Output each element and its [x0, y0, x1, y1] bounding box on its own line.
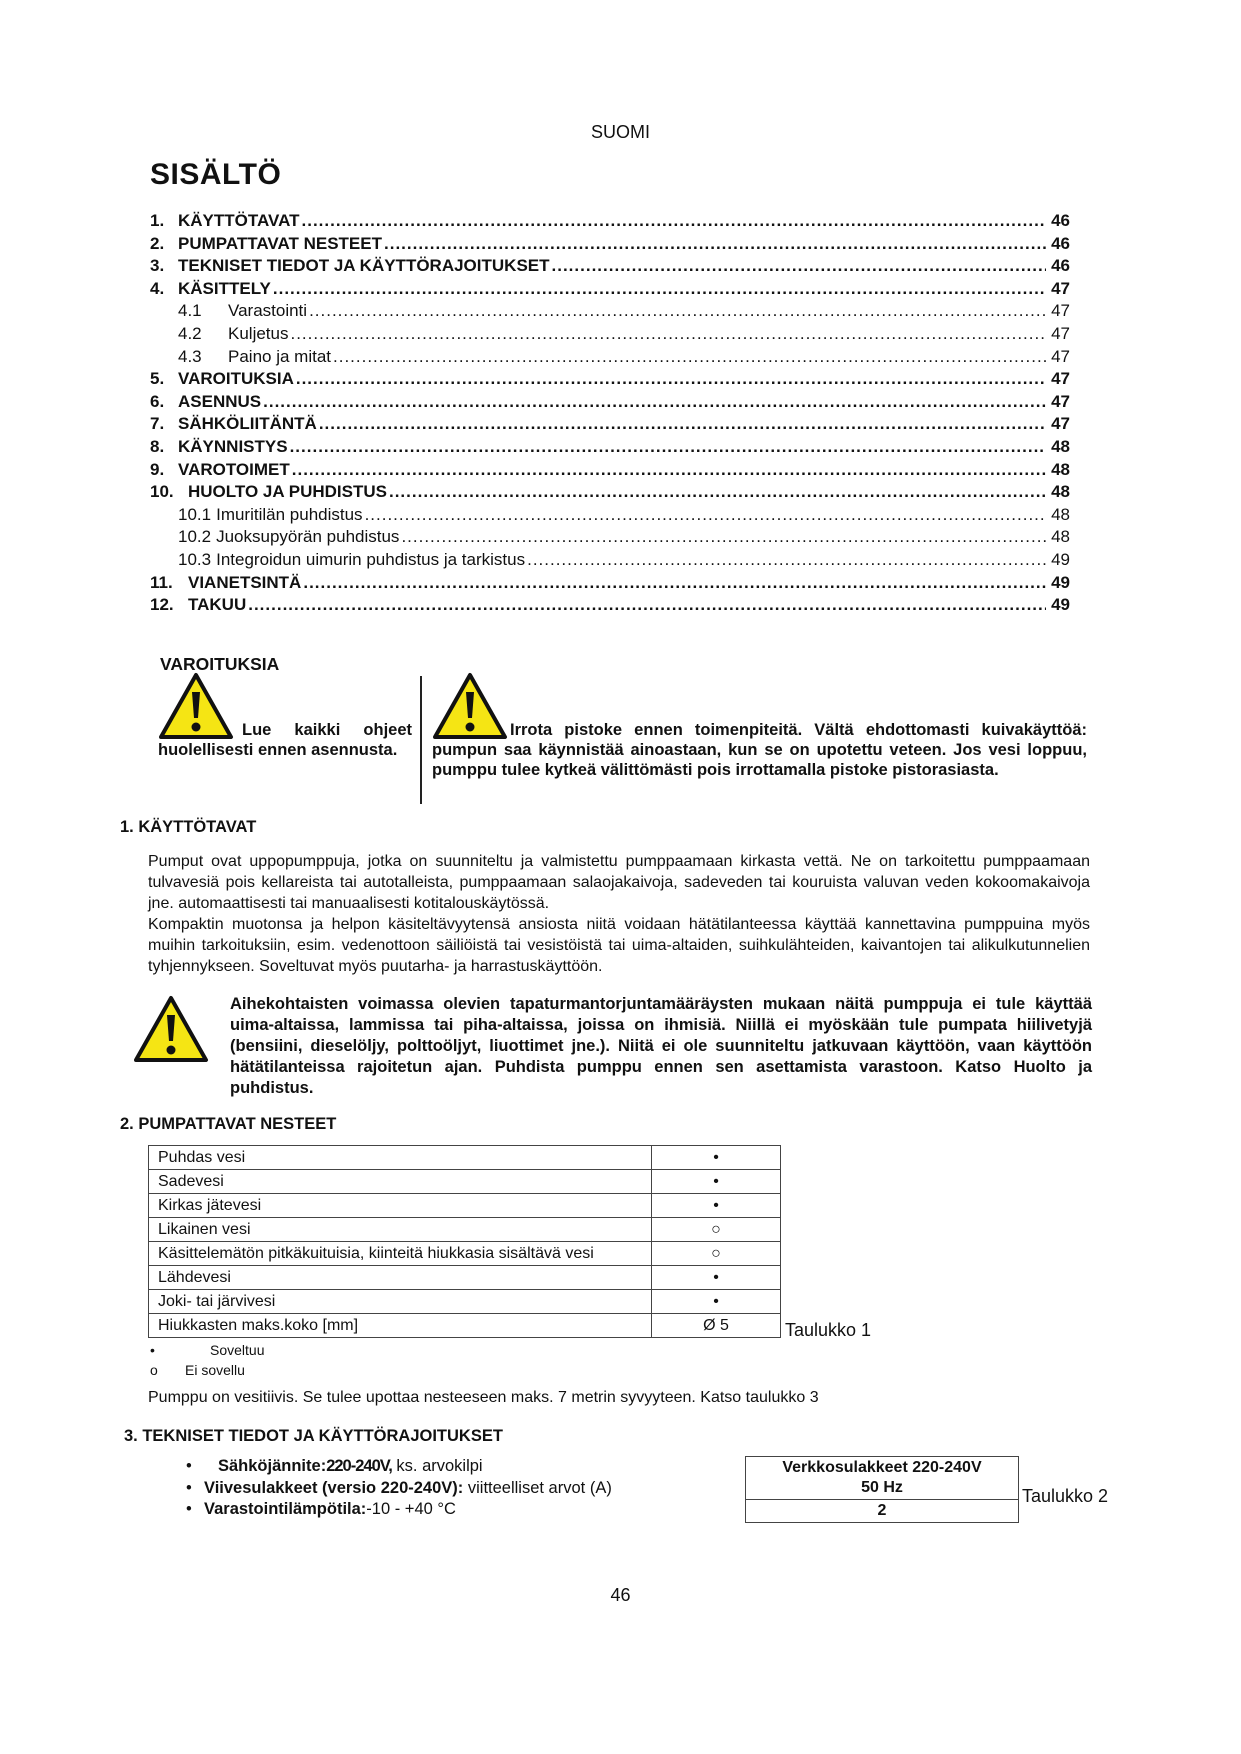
toc-num: 10.3 — [178, 549, 212, 569]
toc-item[interactable] — [150, 460, 1070, 483]
spec-item: • Varastointilämpötila:-10 - +40 °C — [186, 1500, 456, 1518]
table-row — [149, 1170, 781, 1194]
fuse-header-line1: Verkkosulakkeet 220-240V — [782, 1459, 982, 1476]
spec-value: ks. arvokilpi — [391, 1457, 483, 1475]
table2-caption: Taulukko 2 — [1022, 1486, 1109, 1506]
toc-page: 47 — [1051, 414, 1070, 434]
warnings-title: VAROITUKSIA — [160, 654, 280, 674]
section1-warning: Aihekohtaisten voimassa olevien tapaturmantorjuntamääräysten mukaan näitä pumppuja ei tule käyttää uima-altaissa, lammissa tai piha-altaissa, joissa on ihmisiä. Niillä ei myöskään tule pumpata hiilivetyjä (bensiini, dieselöljy, polttoöljyt, liuottimet jne.). Niitä ei ole suunniteltu jatkuvaan käyttöön, vaan käyttöön hätätilanteissa rajoitetun ajan. Puhdista pumppu ennen sen asettamista varastoon. Katso Huolto ja puhdistus. — [230, 995, 1092, 1097]
table-row — [149, 1218, 781, 1242]
toc-page: 47 — [1051, 301, 1070, 321]
toc-num: 1. — [150, 211, 165, 230]
fuse-value: 2 — [746, 1500, 1019, 1523]
table1-caption: Taulukko 1 — [785, 1320, 872, 1340]
toc-num: 4. — [150, 278, 165, 298]
toc-title: SISÄLTÖ — [150, 158, 282, 191]
legend-symbol: o — [150, 1362, 158, 1378]
liquids-table — [148, 1145, 781, 1338]
toc-num: 3. — [150, 256, 165, 276]
suitability-mark: • — [652, 1266, 781, 1290]
toc-label: TAKUU — [188, 595, 247, 615]
toc-page: 48 — [1051, 504, 1070, 524]
toc-item[interactable] — [150, 392, 1070, 415]
toc-label: Paino ja mitat — [228, 346, 331, 366]
toc-label: Juoksupyörän puhdistus — [216, 527, 400, 547]
toc-page: 47 — [1051, 323, 1070, 343]
toc-page: 49 — [1051, 595, 1070, 615]
toc-page: 46 — [1051, 233, 1070, 253]
table-row — [149, 1290, 781, 1314]
toc-num: 10.1 — [178, 504, 212, 524]
language-header: SUOMI — [590, 122, 650, 142]
toc-item[interactable] — [150, 211, 1070, 234]
toc-subitem[interactable] — [150, 550, 1070, 573]
suitability-mark: • — [652, 1170, 781, 1194]
table-row — [746, 1500, 1019, 1523]
toc-num: 4.1 — [178, 301, 202, 321]
toc-page: 46 — [1051, 211, 1070, 230]
toc-item[interactable] — [150, 369, 1070, 392]
toc-num: 11. — [150, 572, 173, 592]
table-of-contents — [150, 211, 1070, 618]
toc-num: 10.2 — [178, 527, 212, 547]
warning-triangle-icon — [432, 672, 508, 740]
toc-num: 2. — [150, 233, 165, 253]
liquid-label: Joki- tai järvivesi — [149, 1290, 652, 1314]
toc-num: 4.3 — [178, 346, 202, 366]
toc-label: KÄYNNISTYS — [178, 436, 288, 456]
toc-label: KÄSITTELY — [178, 278, 271, 298]
warning-left-text: Lue kaikki ohjeet huolellisesti ennen asennusta. — [158, 721, 412, 759]
liquid-label: Likainen vesi — [149, 1218, 652, 1242]
fuse-header — [746, 1457, 1019, 1500]
table-row — [746, 1457, 1019, 1500]
liquid-label: Kirkas jätevesi — [149, 1194, 652, 1218]
toc-subitem[interactable] — [150, 527, 1070, 550]
liquid-label: Käsittelemätön pitkäkuituisia, kiinteitä hiukkasia sisältävä vesi — [149, 1242, 652, 1266]
warning-left — [158, 672, 412, 760]
section1-paragraph2: Kompaktin muotonsa ja helpon käsiteltävyytensä ansiosta niitä voidaan hätätilanteessa käyttää kannettavina pumppuina myös muihin tarkoituksiin, esim. vedenottoon säiliöistä tai vesistöistä tai uima-altaiden, suihkulähteiden, kaivantojen tai alikulkutunnelien tyhjennykseen. Soveltuvat myös puutarha- ja harrastuskäyttöön. — [148, 916, 1090, 975]
toc-label: VAROTOIMET — [178, 459, 290, 479]
warning-triangle-icon — [133, 995, 209, 1063]
toc-page: 47 — [1051, 391, 1070, 411]
legend-label: Soveltuu — [210, 1342, 265, 1358]
suitability-mark: Ø 5 — [652, 1314, 781, 1338]
toc-label: SÄHKÖLIITÄNTÄ — [178, 414, 317, 434]
toc-item[interactable] — [150, 279, 1070, 302]
suitability-mark: • — [652, 1194, 781, 1218]
spec-label: Viivesulakkeet (versio 220-240V): — [204, 1478, 464, 1497]
toc-page: 47 — [1051, 369, 1070, 389]
toc-item[interactable] — [150, 482, 1070, 505]
spec-item: • Sähköjännite:220-240V, ks. arvokilpi — [186, 1457, 483, 1475]
toc-subitem[interactable] — [150, 505, 1070, 528]
toc-num: 4.2 — [178, 323, 202, 343]
section1-heading: 1. KÄYTTÖTAVAT — [120, 818, 257, 836]
legend-label: Ei sovellu — [185, 1362, 245, 1378]
section3-heading: 3. TEKNISET TIEDOT JA KÄYTTÖRAJOITUKSET — [124, 1427, 503, 1445]
toc-label: Imuritilän puhdistus — [216, 504, 363, 524]
toc-page: 48 — [1051, 436, 1070, 456]
spec-value: -10 - +40 °C — [366, 1500, 456, 1518]
page-number: 46 — [610, 1585, 631, 1605]
toc-label: PUMPATTAVAT NESTEET — [178, 233, 382, 253]
toc-item[interactable] — [150, 573, 1070, 596]
suitability-mark: ○ — [652, 1218, 781, 1242]
spec-label: Varastointilämpötila: — [204, 1500, 367, 1518]
spec-list — [186, 1456, 612, 1521]
section1-paragraph1: Pumput ovat uppopumppuja, jotka on suunniteltu ja valmistettu pumppaamaan kirkasta vettä. Ne on tarkoitettu pumppaamaan tulvavesiä pois kellareista tai autotalleista, pumppaamaan salaojakaivoja, sadeveden tai kouruista valuvan veden kokoomakaivoja jne. automaattisesti tai manuaalisesti kotitalouskäytössä. — [148, 853, 1090, 912]
fuse-header-line2: 50 Hz — [861, 1479, 903, 1496]
table-row — [149, 1242, 781, 1266]
toc-item[interactable] — [150, 595, 1070, 618]
toc-num: 6. — [150, 391, 165, 411]
toc-label: HUOLTO JA PUHDISTUS — [188, 482, 387, 502]
toc-item[interactable] — [150, 414, 1070, 437]
legend-suitable — [150, 1342, 264, 1358]
toc-page: 46 — [1051, 256, 1070, 276]
toc-num: 10. — [150, 482, 174, 502]
toc-label: TEKNISET TIEDOT JA KÄYTTÖRAJOITUKSET — [178, 256, 550, 276]
spec-bold-value: 220-240V, — [326, 1457, 392, 1475]
spec-value: viitteelliset arvot (A) — [463, 1478, 612, 1497]
toc-num: 7. — [150, 414, 165, 434]
toc-subitem[interactable] — [150, 301, 1070, 324]
fuse-table — [745, 1456, 1019, 1523]
suitability-mark: ○ — [652, 1242, 781, 1266]
legend-symbol: • — [150, 1342, 155, 1358]
toc-page: 48 — [1051, 527, 1070, 547]
section2-heading: 2. PUMPATTAVAT NESTEET — [120, 1115, 337, 1133]
toc-subitem[interactable] — [150, 324, 1070, 347]
suitability-mark: • — [652, 1146, 781, 1170]
toc-page: 49 — [1051, 572, 1070, 592]
toc-label: KÄYTTÖTAVAT — [178, 211, 300, 230]
spec-item: • Viivesulakkeet (versio 220-240V): viitteelliset arvot (A) — [186, 1478, 612, 1497]
table-row — [149, 1314, 781, 1338]
toc-subitem[interactable] — [150, 347, 1070, 370]
table-row — [149, 1146, 781, 1170]
warning-right — [432, 672, 1087, 780]
toc-page: 48 — [1051, 459, 1070, 479]
warnings-divider — [420, 676, 422, 804]
toc-page: 49 — [1051, 549, 1070, 569]
toc-num: 12. — [150, 595, 174, 615]
table-row — [149, 1194, 781, 1218]
suitability-mark: • — [652, 1290, 781, 1314]
spec-label: Sähköjännite: — [218, 1457, 327, 1475]
toc-label: Integroidun uimurin puhdistus ja tarkistus — [216, 549, 526, 569]
toc-page: 47 — [1051, 346, 1070, 366]
toc-label: Kuljetus — [228, 323, 289, 343]
toc-label: Varastointi — [228, 301, 308, 321]
toc-page: 48 — [1051, 482, 1070, 502]
warning-right-text: Irrota pistoke ennen toimenpiteitä. Vältä ehdottomasti kuivakäyttöä: pumpun saa käynnistää ainoastaan, kun se on upotettu veteen. Jos vesi loppuu, pumppu tulee kytkeä välittömästi pois irrottamalla pistoke pistorasiasta. — [432, 721, 1087, 779]
liquid-label: Lähdevesi — [149, 1266, 652, 1290]
toc-num: 5. — [150, 369, 165, 389]
toc-page: 47 — [1051, 278, 1070, 298]
warning-triangle-icon — [158, 672, 234, 740]
toc-label: VAROITUKSIA — [178, 369, 294, 389]
toc-num: 9. — [150, 459, 165, 479]
toc-label: VIANETSINTÄ — [188, 572, 302, 592]
table-row — [149, 1266, 781, 1290]
toc-num: 8. — [150, 436, 165, 456]
liquid-label: Sadevesi — [149, 1170, 652, 1194]
legend-unsuitable — [150, 1362, 245, 1378]
toc-item[interactable] — [150, 256, 1070, 279]
liquid-label: Puhdas vesi — [149, 1146, 652, 1170]
toc-item[interactable] — [150, 437, 1070, 460]
toc-item[interactable] — [150, 234, 1070, 257]
toc-label: ASENNUS — [178, 391, 262, 411]
liquid-label: Hiukkasten maks.koko [mm] — [149, 1314, 652, 1338]
section2-note: Pumppu on vesitiivis. Se tulee upottaa nesteeseen maks. 7 metrin syvyyteen. Katso taulukko 3 — [148, 1389, 819, 1406]
